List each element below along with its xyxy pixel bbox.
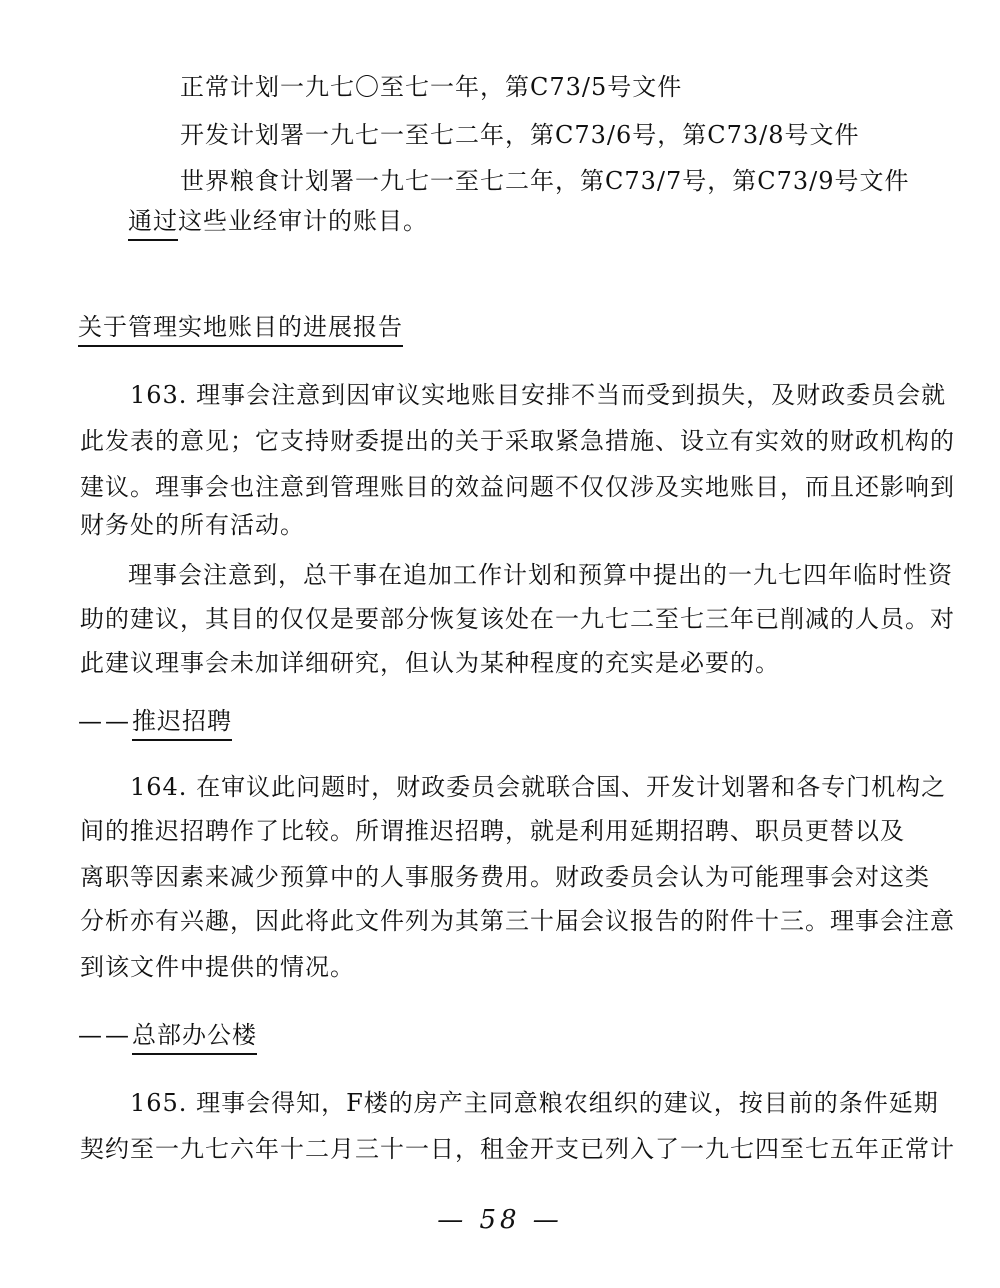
para165-number: 165.: [130, 1089, 188, 1117]
subheading-title: 推迟招聘: [132, 707, 232, 741]
para163-line-1: [130, 380, 946, 410]
para164-line-3: 离职等因素来减少预算中的人事服务费用。财政委员会认为可能理事会对这类: [80, 863, 930, 891]
conclusion-underlined-word: 通过: [128, 207, 178, 241]
subheading-delayed-recruitment: [78, 706, 232, 736]
section-heading: [78, 312, 403, 342]
doc-list-line-1: 正常计划一九七〇至七一年，第C73/5号文件: [180, 73, 683, 101]
page-number: — 58 —: [437, 1205, 563, 1235]
para163b-line-3: 此建议理事会未加详细研究，但认为某种程度的充实是必要的。: [80, 649, 780, 677]
para164-line-1: [130, 772, 946, 802]
para164-text-1: 在审议此问题时，财政委员会就联合国、开发计划署和各专门机构之: [196, 773, 947, 801]
subheading-dash: ——: [78, 1021, 132, 1049]
para165-text-1: 理事会得知，F楼的房产主同意粮农组织的建议，按目前的条件延期: [196, 1089, 939, 1117]
para164-line-5: 到该文件中提供的情况。: [80, 953, 355, 981]
doc-list-line-2: 开发计划署一九七一至七二年，第C73/6号，第C73/8号文件: [180, 121, 860, 149]
para164-number: 164.: [130, 773, 188, 801]
para163b-line-2: 助的建议，其目的仅仅是要部分恢复该处在一九七二至七三年已削减的人员。对: [80, 605, 955, 633]
para163-number: 163.: [130, 381, 188, 409]
para163-line-3: 建议。理事会也注意到管理账目的效益问题不仅仅涉及实地账目，而且还影响到: [80, 473, 955, 501]
conclusion-line: [128, 206, 428, 236]
subheading-dash: ——: [78, 707, 132, 735]
para164-line-2: 间的推迟招聘作了比较。所谓推迟招聘，就是利用延期招聘、职员更替以及: [80, 817, 905, 845]
subheading-title: 总部办公楼: [132, 1021, 257, 1055]
conclusion-text: 这些业经审计的账目。: [178, 207, 428, 235]
doc-list-line-3: 世界粮食计划署一九七一至七二年，第C73/7号，第C73/9号文件: [180, 167, 910, 195]
para165-line-2: 契约至一九七六年十二月三十一日，租金开支已列入了一九七四至七五年正常计: [80, 1135, 955, 1163]
para165-line-1: [130, 1088, 939, 1118]
para163-text-1: 理事会注意到因审议实地账目安排不当而受到损失，及财政委员会就: [196, 381, 947, 409]
para163-line-2: 此发表的意见；它支持财委提出的关于采取紧急措施、设立有实效的财政机构的: [80, 427, 955, 455]
subheading-headquarters: [78, 1020, 257, 1050]
para163b-line-1: 理事会注意到，总干事在追加工作计划和预算中提出的一九七四年临时性资: [128, 561, 953, 589]
section-heading-text: 关于管理实地账目的进展报告: [78, 313, 403, 347]
para163-line-4: 财务处的所有活动。: [80, 511, 305, 539]
para164-line-4: 分析亦有兴趣，因此将此文件列为其第三十届会议报告的附件十三。理事会注意: [80, 907, 955, 935]
